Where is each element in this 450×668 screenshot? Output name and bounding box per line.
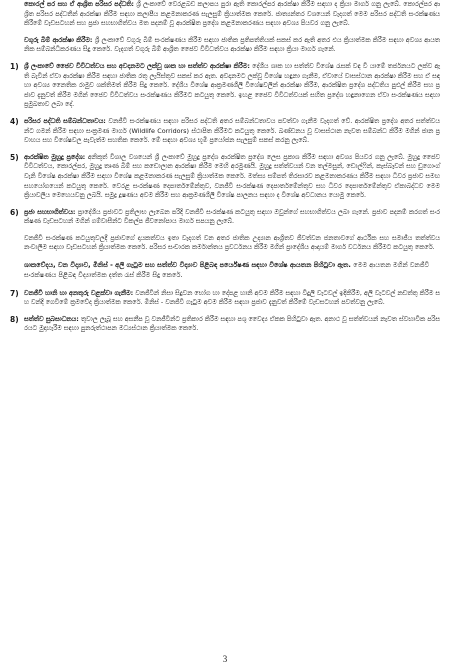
item-number: 6) <box>10 207 19 217</box>
paragraph-bold-head: ශාකවේදය, වන විද්‍යාව, මිනිස් - අලි ගැටුම සහ සත්ත්ව විද්‍යාව පිළිබඳ පර්යේෂණ සඳහා විශේෂ ආයතන පිහිටුවා ඇත. <box>24 261 351 270</box>
item-body <box>24 153 440 201</box>
item-number: 1) <box>10 61 19 71</box>
item-heading: ආරක්ෂිත මුහුදු ප්‍රදේශ: <box>24 152 86 161</box>
list-item <box>10 315 440 334</box>
list-item <box>10 62 440 110</box>
item-body <box>24 0 440 29</box>
item-body <box>24 315 440 334</box>
sections-block-2 <box>10 289 440 334</box>
item-heading: ප්‍රජා සහභාගිත්වය: <box>24 207 76 216</box>
list-item <box>10 36 440 55</box>
page-number: 3 <box>222 654 228 664</box>
item-heading: පරිසර පද්ධති සම්බන්ධතාවය: <box>24 116 106 125</box>
item-body <box>24 289 440 308</box>
item-heading: ශ්‍රී ලංකාවේ ජෛව විවිධත්වය සහ අවදානමට ලක්වූ ශාක හා සත්ත්ව ආරක්ෂා කිරීම: <box>24 61 250 70</box>
list-item <box>10 0 440 29</box>
paragraph-plain: වනජීවී සංරක්ෂණ කටයුතුවලදී ප්‍රජාවගේ දායකත්වය ඉතා වැදගත් වන අතර ජාතික උද්‍යාන ආශ්‍රිතව ජීවත්වන ජනතාවගේ ආර්ථික සහ සමාජීය තත්ත්වය නංවාලීම සඳහා වැඩසටහන් ක්‍රියාත්මක කෙරේ. පරිසර සංචාරක කර්මාන්තය ප්‍රවර්ධනය කිරීම මගින් ප්‍රාදේශීය ආදායම් මාර්ග වර්ධනය කිරීමට කටයුතු කෙරේ. <box>24 233 440 252</box>
item-text: අනිකුත් විශාල වශයෙන් ශ්‍රී ලංකාවේ මුහුදු ප්‍රදේශ ආරක්ෂිත ප්‍රදේශ ලෙස ප්‍රකාශ කිරීම සඳහා අවශ්‍ය පියවර ගනු ලැබේ. මුහුදු ජෛව විවිධත්වය, කොරල්පර, මුහුදු තෘණ බිම් සහ කඩොලාන ආරක්ෂා කිරීම මෙහි අරමුණයි. මුහුදු සත්ත්වයන් වන තල්මසුන්, ඩොල්ෆින්, කැස්බෑවන් සහ ඩුගොංග් වැනි විශේෂ ආරක්ෂා කිරීම සඳහා විශේෂ කළමනාකරණ සැලසුම් ක්‍රියාත්මක කෙරේ. මත්ස්‍ය සම්පත් තිරසාරව කළමනාකරණය කිරීම සඳහා ධීවර ප්‍රජාව සමඟ සහයෝගයෙන් කටයුතු කෙරේ. වෙරළ සංරක්ෂණ දෙපාර්තමේන්තුව, වනජීවී සංරක්ෂණ දෙපාර්තමේන්තුව සහ ධීවර දෙපාර්තමේන්තුව ඒකාබද්ධව මෙම ක්‍රියාවලිය මෙහෙයවනු ලබයි. සමුද්‍ර දූෂණය අවම කිරීම සහ ආක්‍රමණශීලී විශේෂ පාලනය සඳහා ද විශේෂ අවධානය යොමු කෙරේ. <box>24 152 440 200</box>
list-item <box>10 117 440 146</box>
item-text: වනජීවීන් නිසා සිදුවන භෝග හා දේපළ හානි අවම කිරීම සඳහා විදුලි වැටවල් ඉදිකිරීම, අලි වැටවල් නඩත්තු කිරීම සහ වන්දි ගෙවීමේ ක්‍රමවේද ක්‍රියාත්මක කෙරේ. මිනිස් - වනජීවී ගැටුම අවම කිරීම සඳහා ප්‍රජාව දැනුවත් කිරීමේ වැඩසටහන් පවත්වනු ලැබේ. <box>24 288 440 307</box>
sections-block-1 <box>10 0 440 227</box>
paragraph-bold-text: මෙම ආයතන මගින් වනජීවී සංරක්ෂණය පිළිබඳ විද්‍යාත්මක දත්ත රැස් කිරීම සිදු කෙරේ. <box>24 261 430 279</box>
item-body <box>24 62 440 110</box>
item-number: 8) <box>10 314 19 324</box>
item-text: දේශීය ශාක හා සත්ත්ව විශේෂ රැසක් වඳ වී යාමේ තර්ජනයට ලක්ව ඇති බැවින් ඒවා ආරක්ෂා කිරීම සඳහා ජාතික රතු ලැයිස්තුව සකස් කර ඇත. අවදානමට ලක්වූ විශේෂ හඳුනා ගැනීම, ඒවායේ වාසස්ථාන ආරක්ෂා කිරීම සහ ඒ සඳහා අවශ්‍ය නෛතික රාමුව ශක්තිමත් කිරීම සිදු කෙරේ. දේශීය විශේෂ ආක්‍රමණශීලී විශේෂවලින් ආරක්ෂා කිරීම, ආරක්ෂිත ප්‍රදේශ පද්ධතිය පුළුල් කිරීම සහ ප්‍රජාව දැනුවත් කිරීම මගින් ජෛව විවිධත්වය සංරක්ෂණය කිරීමට කටයුතු කෙරේ. ඉහළ ජෛව විවිධත්වයක් සහිත ප්‍රදේශ හඳුනාගෙන ඒවා සංරක්ෂණය සඳහා ප්‍රමුඛතාව ලබා දේ. <box>24 61 440 109</box>
paragraph-bold <box>24 261 440 281</box>
document-page <box>10 0 440 668</box>
item-heading: කොරල් පර සහ ඒ ආශ්‍රිත පරිසර පද්ධති: <box>24 0 134 8</box>
item-text: ශ්‍රී ලංකාවේ වගුරු බිම් සංරක්ෂණය කිරීම සඳහා ජාතික ප්‍රතිපත්තියක් සකස් කර ඇති අතර එය ක්‍රියාත්මක කිරීම සඳහා අවශ්‍ය ආයතනික සම්බන්ධීකරණය සිදු කෙරේ. වැදගත් වගුරු බිම් ආශ්‍රිත ජෛව විවිධත්වය ආරක්ෂා කිරීම සඳහා ක්‍රියා මාර්ග ගැනේ. <box>24 35 440 54</box>
list-item <box>10 289 440 308</box>
item-number: 7) <box>10 288 19 298</box>
item-body <box>24 208 440 227</box>
item-heading: සත්ත්ව සුබසාධනය: <box>24 314 79 323</box>
item-text: වනජීවී සංරක්ෂණය සඳහා පරිසර පද්ධති අතර සම්බන්ධතාවය පවත්වා ගැනීම වැදගත් වේ. ආරක්ෂිත ප්‍රදේශ අතර සත්ත්වයන්ට ගමන් කිරීම සඳහා සංක්‍රමණ මාර්ග (Wildlife Corridors) ස්ථාපිත කිරීමට කටයුතු කෙරේ. ඛණ්ඩනය වූ වාසස්ථාන නැවත සම්බන්ධ කිරීම මගින් ජාන ප්‍රවාහය සහ විශේෂවල පැවැත්ම සහතික කෙරේ. මේ සඳහා අවශ්‍ය භූමි ප්‍රයෝජන සැලසුම් සකස් කරනු ලැබේ. <box>24 116 440 145</box>
item-body <box>24 36 440 55</box>
list-item <box>10 153 440 201</box>
item-number: 4) <box>10 116 19 126</box>
list-item <box>10 208 440 227</box>
item-text: තුවාල ලැබූ සහ අසනීප වූ වනජීවීන්ට ප්‍රතිකාර කිරීම සඳහා පශු වෛද්‍ය ඒකක පිහිටුවා ඇත. අනාථ වූ සත්ත්වයන් නැවත ස්වභාවික පරිසරයට මුදාහැරීම සඳහා පුනරුත්ථාපන මධ්‍යස්ථාන ක්‍රියාත්මක කෙරේ. <box>24 314 440 333</box>
item-body <box>24 117 440 146</box>
item-text: ප්‍රාදේශීය ප්‍රජාවට ප්‍රතිලාභ ලැබෙන පරිදි වනජීවී සංරක්ෂණ කටයුතු සඳහා ඔවුන්ගේ සහභාගිත්වය ලබා ගැනේ. ප්‍රජාව පදනම් කරගත් සංරක්ෂණ වැඩසටහන් මගින් ගම්වාසීන්ට විකල්ප ජීවනෝපාය මාර්ග සපයනු ලැබේ. <box>24 207 440 226</box>
item-number: 5) <box>10 152 19 162</box>
item-heading: වනජීවී හානි හා අනතුරු වළක්වා ගැනීම: <box>24 288 134 297</box>
item-heading: වගුරු බිම් ආරක්ෂා කිරීම: <box>24 35 93 44</box>
item-text: ශ්‍රී ලංකාවේ වෙරළබඩ කලාපය පුරා ඇති කොරල්පර ආරක්ෂා කිරීම සඳහා ද ක්‍රියා මාර්ග ගනු ලැබේ. කොරල්පර ආශ්‍රිත පරිසර පද්ධතීන් ආරක්ෂා කිරීම සඳහා කලාපීය කළමනාකරණ සැලසුම් ක්‍රියාත්මක කෙරේ. ජාත්‍යන්තර වශයෙන් වැදගත් මෙම පරිසර පද්ධති සංරක්ෂණය කිරීමේ වැඩසටහන් සහ ප්‍රජා සහභාගිත්වය මත පදනම් වූ ආරක්ෂිත ප්‍රදේශ කළමනාකරණය සඳහා අවශ්‍ය පියවර ගනු ලැබේ. <box>24 0 440 28</box>
